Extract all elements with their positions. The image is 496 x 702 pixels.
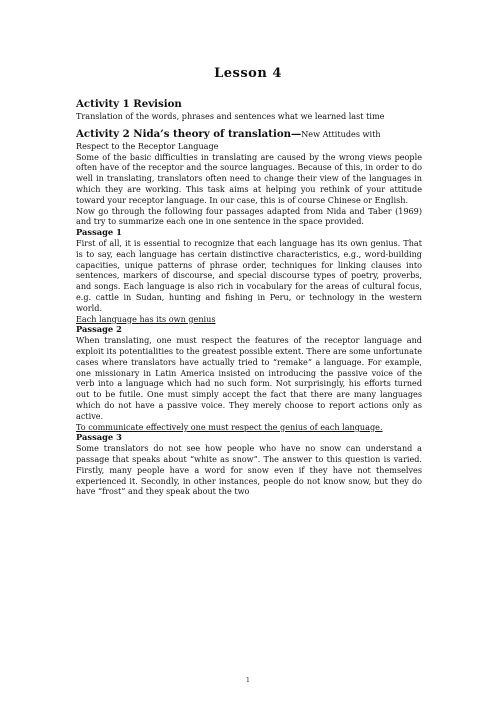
activity2-instruction-paragraph: Now go through the following four passages adapted from Nida and Taber (1969) and try to summarize each one in one sentence in the space provided. [76, 205, 422, 227]
page-title: Lesson 4 [214, 66, 282, 81]
activity2-intro-paragraph: Some of the basic difficulties in translating are caused by the wrong views people often have of the receptor and the source languages. Because of this, in order to do well in translating, translators often need to change their view of the languages in which they are working. This task aims at helping you rethink of your attitude toward your receptor language. In our case, this is of course Chinese or English. [76, 151, 422, 205]
passage-1-text: First of all, it is essential to recognize that each language has its own genius. That is to say, each language has certain distinctive characteristics, e.g., word-building capacities, unique patterns of phrase order, techniques for linking clauses into sentences, markers of discourse, and special discourse types of poetry, proverbs, and songs. Each language is also rich in vocabulary for the areas of cultural focus, e.g. cattle in Sudan, hunting and fishing in Peru, or technology in the western world. [76, 237, 422, 313]
passage-2-summary: To communicate effectively one must respect the genius of each language. [76, 421, 383, 432]
passage-2-text: When translating, one must respect the features of the receptor language and exploit its potentialities to the greatest possible extent. There are some unfortunate cases where translators have actually tried to “remake” a language. For example, one missionary in Latin America insisted on introducing the passive voice of the verb into a language which had no such form. Not surprisingly, his efforts turned out to be futile. One must simply accept the fact that there are many languages which do not have a passive voice. They merely choose to report actions only as active. [76, 335, 422, 421]
activity1-heading: Activity 1 Revision [76, 98, 182, 110]
activity2-heading-tail: New Attitudes with [301, 128, 381, 139]
passage-2-label: Passage 2 [76, 324, 122, 335]
passage-1-label: Passage 1 [76, 227, 122, 238]
activity2-heading-main: Activity 2 Nida’s theory of translation— [76, 127, 302, 140]
activity2-subheading: Respect to the Receptor Language [76, 140, 219, 151]
passage-1-summary: Each language has its own genius [76, 313, 216, 324]
passage-3-label: Passage 3 [76, 432, 122, 443]
page-number: 1 [245, 676, 251, 684]
document-body [76, 98, 422, 497]
passage-3-text: Some translators do not see how people who have no snow can understand a passage that speaks about “white as snow”. The answer to this question is varied. Firstly, many people have a word for snow even if they have not themselves experienced it. Secondly, in other instances, people do not know snow, but they do have “frost” and they speak about the two [76, 443, 422, 497]
activity1-text: Translation of the words, phrases and sentences what we learned last time [76, 111, 385, 121]
activity2-heading [76, 128, 422, 141]
